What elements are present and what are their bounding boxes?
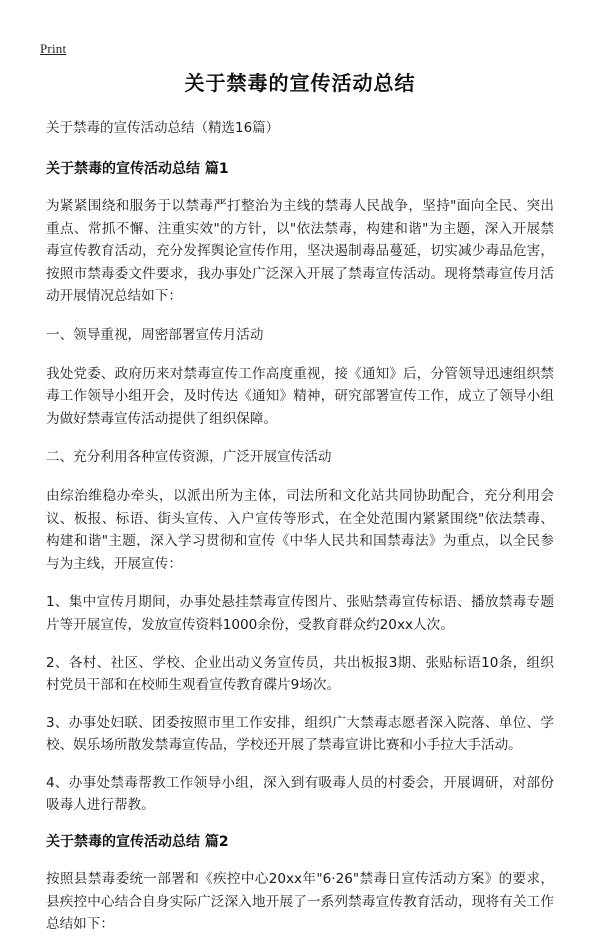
page-title: 关于禁毒的宣传活动总结 [184,71,416,95]
section-1-part-two-heading: 二、充分利用各种宣传资源，广泛开展宣传活动 [46,449,332,466]
section-2-intro-paragraph: 按照县禁毒委统一部署和《疾控中心20xx年"6·26"禁毒日宣传活动方案》的要求，县疾控中心结合自身实际广泛深入地开展了一系列禁毒宣传教育活动，现将有关工作总结如下： [46,871,554,933]
list-item: 3、办事处妇联、团委按照市里工作安排，组织广大禁毒志愿者深入院落、单位、学校、娱乐场所散发禁毒宣传品，学校还开展了禁毒宣讲比赛和小手拉大手活动。 [46,714,554,754]
section-heading-1: 关于禁毒的宣传活动总结 篇1 [46,161,229,177]
list-item: 1、集中宣传月期间，办事处悬挂禁毒宣传图片、张贴禁毒宣传标语、播放禁毒专题片等开展宣传，发放宣传资料1000余份，受教育群众约20xx人次。 [46,594,554,633]
section-1-part-two-body: 由综治维稳办牵头，以派出所为主体，司法所和文化站共同协助配合，充分利用会议、板报、标语、街头宣传、入户宣传等形式，在全处范围内紧紧围绕"依法禁毒、构建和谐"主题，深入学习贯彻和宣传《中华人民共和国禁毒法》为重点，以全民参与为主线，开展宣传： [46,487,554,572]
section-1-part-one-heading: 一、领导重视，周密部署宣传月活动 [46,326,264,343]
section-1-part-one-body: 我处党委、政府历来对禁毒宣传工作高度重视，接《通知》后，分管领导迅速组织禁毒工作领导小组开会，及时传达《通知》精神，研究部署宣传工作，成立了领导小组为做好禁毒宣传活动提供了组织保障。 [46,365,554,427]
document-subtitle: 关于禁毒的宣传活动总结（精选16篇） [46,120,280,136]
section-heading-2: 关于禁毒的宣传活动总结 篇2 [46,834,229,851]
list-item: 4、办事处禁毒帮教工作领导小组，深入到有吸毒人员的村委会，开展调研，对部份吸毒人进行帮教。 [46,774,554,814]
section-1-intro-paragraph: 为紧紧围绕和服务于以禁毒严打整治为主线的禁毒人民战争，坚持"面向全民、突出重点、常抓不懈、注重实效"的方针，以"依法禁毒，构建和谐"为主题，深入开展禁毒宣传教育活动，充分发挥舆论宣传作用，坚决遏制毒品蔓延，切实减少毒品危害，按照市禁毒委文件要求，我办事处广泛深入开展了禁毒宣传活动。现将禁毒宣传月活动开展情况总结如下： [46,198,554,305]
print-button[interactable]: Print [40,41,67,56]
list-item: 2、各村、社区、学校、企业出动义务宣传员，共出板报3期、张贴标语10条，组织村党员干部和在校师生观看宣传教育碟片9场次。 [46,654,554,694]
document-content [46,70,554,936]
